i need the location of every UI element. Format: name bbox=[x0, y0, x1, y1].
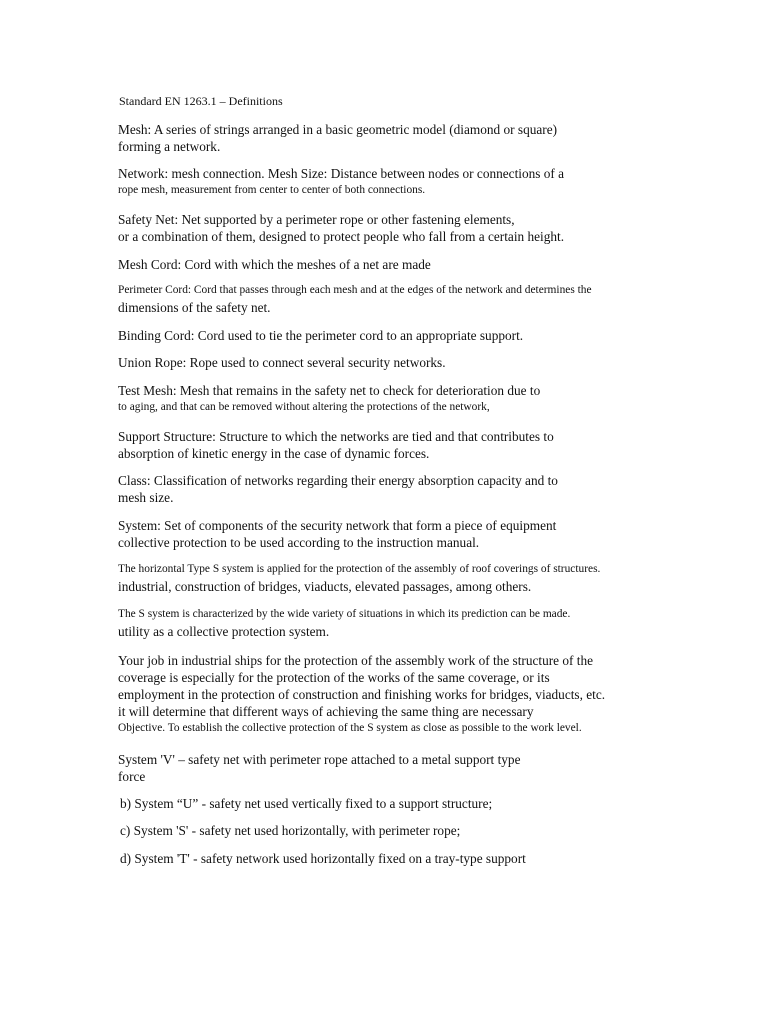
definition-class bbox=[118, 472, 718, 506]
paragraph-type-s-system bbox=[118, 561, 718, 595]
definition-network bbox=[118, 165, 718, 199]
text-line: d) System 'T' - safety network used horizontally fixed on a tray-type support bbox=[120, 851, 526, 866]
text-line: c) System 'S' - safety net used horizontally, with perimeter rope; bbox=[120, 823, 461, 838]
text-line: The S system is characterized by the wide variety of situations in which its prediction can be made. bbox=[118, 608, 571, 620]
list-item-system-u bbox=[120, 795, 720, 812]
definition-mesh-cord bbox=[118, 256, 718, 273]
definition-union-rope bbox=[118, 354, 718, 371]
text-line: Mesh: A series of strings arranged in a basic geometric model (diamond or square) bbox=[118, 122, 558, 137]
definition-system bbox=[118, 517, 718, 551]
text-line: industrial, construction of bridges, viaducts, elevated passages, among others. bbox=[118, 579, 532, 594]
text-line: Safety Net: Net supported by a perimeter rope or other fastening elements, bbox=[118, 212, 515, 227]
text-line: Union Rope: Rope used to connect several security networks. bbox=[118, 355, 446, 370]
definition-test-mesh bbox=[118, 382, 718, 416]
text-line: utility as a collective protection system. bbox=[118, 624, 330, 639]
text-line: coverage is especially for the protection of the works of the same coverage, or its bbox=[118, 670, 550, 685]
list-item-system-s bbox=[120, 822, 720, 839]
document-title: Standard EN 1263.1 – Definitions bbox=[119, 94, 283, 108]
text-line: Perimeter Cord: Cord that passes through each mesh and at the edges of the network and determines the bbox=[118, 284, 592, 296]
paragraph-job-objective bbox=[118, 652, 718, 737]
text-line: force bbox=[118, 769, 146, 784]
definition-support-structure bbox=[118, 428, 718, 462]
text-line: b) System “U” - safety net used vertically fixed to a support structure; bbox=[120, 796, 493, 811]
text-line: rope mesh, measurement from center to center of both connections. bbox=[118, 184, 426, 196]
list-item-system-t bbox=[120, 850, 720, 867]
text-line: Objective. To establish the collective protection of the S system as close as possible to the work level. bbox=[118, 722, 582, 734]
text-line: forming a network. bbox=[118, 139, 221, 154]
text-line: collective protection to be used according to the instruction manual. bbox=[118, 535, 480, 550]
text-line: Mesh Cord: Cord with which the meshes of a net are made bbox=[118, 257, 431, 272]
definition-mesh bbox=[118, 121, 718, 155]
text-line: System: Set of components of the security network that form a piece of equipment bbox=[118, 518, 557, 533]
definition-binding-cord bbox=[118, 327, 718, 344]
text-line: mesh size. bbox=[118, 490, 174, 505]
definition-safety-net bbox=[118, 211, 718, 245]
text-line: absorption of kinetic energy in the case of dynamic forces. bbox=[118, 446, 430, 461]
text-line: or a combination of them, designed to protect people who fall from a certain height. bbox=[118, 229, 565, 244]
text-line: Class: Classification of networks regarding their energy absorption capacity and to bbox=[118, 473, 558, 488]
paragraph-system-v bbox=[118, 751, 718, 785]
text-line: to aging, and that can be removed without altering the protections of the network, bbox=[118, 401, 490, 413]
text-line: employment in the protection of construction and finishing works for bridges, viaducts, etc. bbox=[118, 687, 606, 702]
text-line: System 'V' – safety net with perimeter rope attached to a metal support type bbox=[118, 752, 521, 767]
definition-perimeter-cord bbox=[118, 282, 718, 316]
text-line: The horizontal Type S system is applied for the protection of the assembly of roof coverings of structures. bbox=[118, 563, 601, 575]
text-line: Your job in industrial ships for the protection of the assembly work of the structure of the bbox=[118, 653, 594, 668]
text-line: it will determine that different ways of achieving the same thing are necessary bbox=[118, 704, 534, 719]
paragraph-s-system-characteristics bbox=[118, 606, 718, 640]
text-line: Test Mesh: Mesh that remains in the safety net to check for deterioration due to bbox=[118, 383, 541, 398]
text-line: Binding Cord: Cord used to tie the perimeter cord to an appropriate support. bbox=[118, 328, 524, 343]
text-line: Network: mesh connection. Mesh Size: Distance between nodes or connections of a bbox=[118, 166, 565, 181]
text-line: Support Structure: Structure to which the networks are tied and that contributes to bbox=[118, 429, 554, 444]
text-line: dimensions of the safety net. bbox=[118, 300, 271, 315]
